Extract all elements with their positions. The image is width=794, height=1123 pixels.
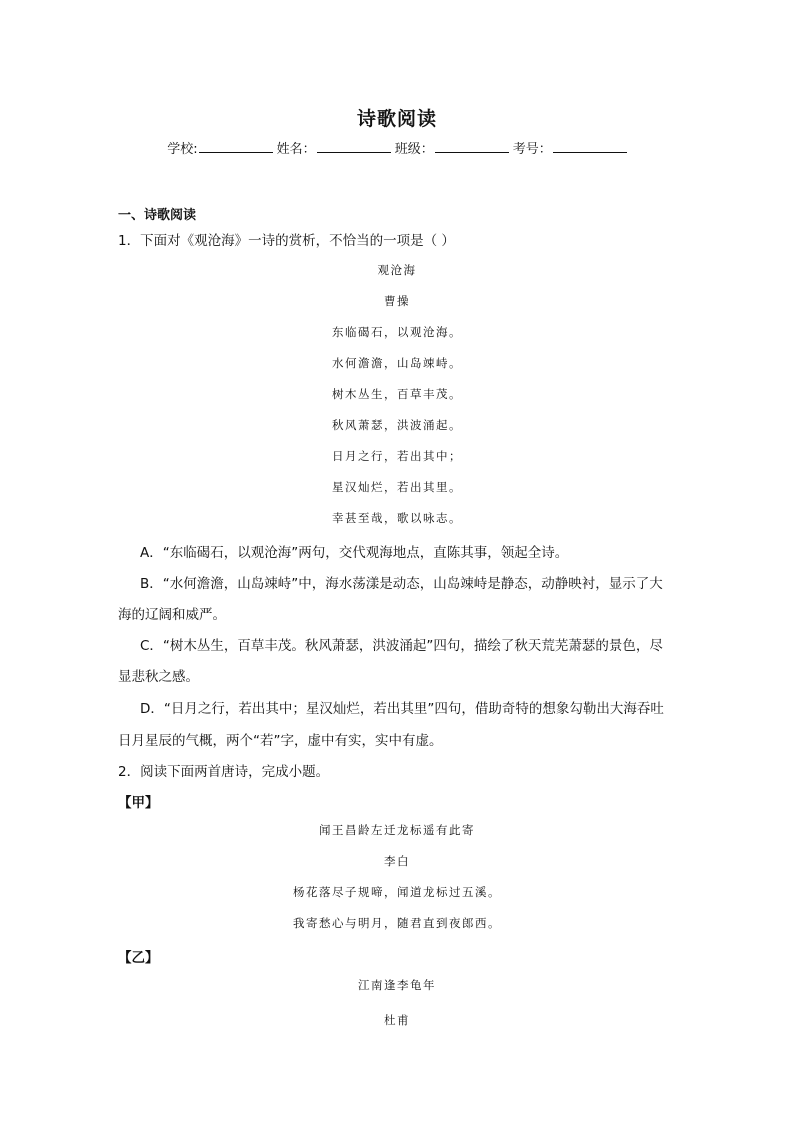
option-b: B．“水何澹澹，山岛竦峙”中，海水荡漾是动态，山岛竦峙是静态，动静映衬，显示了大 — [140, 576, 663, 592]
school-field — [167, 138, 272, 157]
poem-jia-title: 闻王昌龄左迁龙标遥有此寄 — [319, 823, 475, 837]
poem-yi-label: 【乙】 — [118, 950, 159, 966]
poem-yi-author: 杜甫 — [384, 1013, 410, 1027]
question-1-stem: 1．下面对《观沧海》一诗的赏析，不恰当的一项是（ ） — [118, 233, 455, 249]
poem-1-line: 幸甚至哉，歌以咏志。 — [332, 511, 462, 525]
poem-jia-author: 李白 — [384, 854, 410, 868]
student-info-row — [0, 138, 794, 157]
poem-jia-label: 【甲】 — [118, 795, 159, 811]
poem-1-line: 日月之行，若出其中； — [332, 449, 462, 463]
question-2-stem: 2．阅读下面两首唐诗，完成小题。 — [118, 764, 330, 780]
exam-no-field — [513, 138, 627, 157]
option-b-continued: 海的辽阔和威严。 — [118, 607, 226, 623]
poem-1-author: 曹操 — [384, 294, 410, 308]
option-c-continued: 显悲秋之感。 — [118, 669, 199, 685]
section-heading: 一、诗歌阅读 — [118, 208, 197, 223]
poem-1-line: 星汉灿烂，若出其里。 — [332, 480, 462, 494]
name-label: 姓名： — [276, 142, 316, 157]
option-d: D．“日月之行，若出其中；星汉灿烂，若出其里”四句，借助奇特的想象勾勒出大海吞吐 — [140, 701, 664, 717]
poem-jia-line: 我寄愁心与明月，随君直到夜郎西。 — [293, 916, 501, 930]
poem-1-line: 水何澹澹，山岛竦峙。 — [332, 356, 462, 370]
class-label: 班级： — [394, 142, 434, 157]
option-c: C．“树木丛生，百草丰茂。秋风萧瑟，洪波涌起”四句，描绘了秋天荒芜萧瑟的景色，尽 — [140, 638, 663, 654]
exam-no-label: 考号： — [512, 142, 552, 157]
exam-no-blank[interactable] — [553, 138, 627, 153]
poem-1-line: 秋风萧瑟，洪波涌起。 — [332, 418, 462, 432]
school-label: 学校: — [167, 142, 198, 157]
class-blank[interactable] — [435, 138, 509, 153]
poem-1-title: 观沧海 — [377, 263, 417, 277]
poem-1-line: 树木丛生，百草丰茂。 — [332, 387, 462, 401]
poem-jia-line: 杨花落尽子规啼，闻道龙标过五溪。 — [293, 885, 501, 899]
option-a: A．“东临碣石，以观沧海”两句，交代观海地点，直陈其事，领起全诗。 — [140, 545, 569, 561]
class-field — [395, 138, 509, 157]
poem-1-line: 东临碣石，以观沧海。 — [332, 325, 462, 339]
option-d-continued: 日月星辰的气概，两个“若”字，虚中有实，实中有虚。 — [118, 733, 443, 749]
school-blank[interactable] — [199, 138, 273, 153]
name-field — [277, 138, 391, 157]
name-blank[interactable] — [317, 138, 391, 153]
page-title: 诗歌阅读 — [356, 108, 437, 130]
poem-yi-title: 江南逢李龟年 — [358, 978, 436, 992]
